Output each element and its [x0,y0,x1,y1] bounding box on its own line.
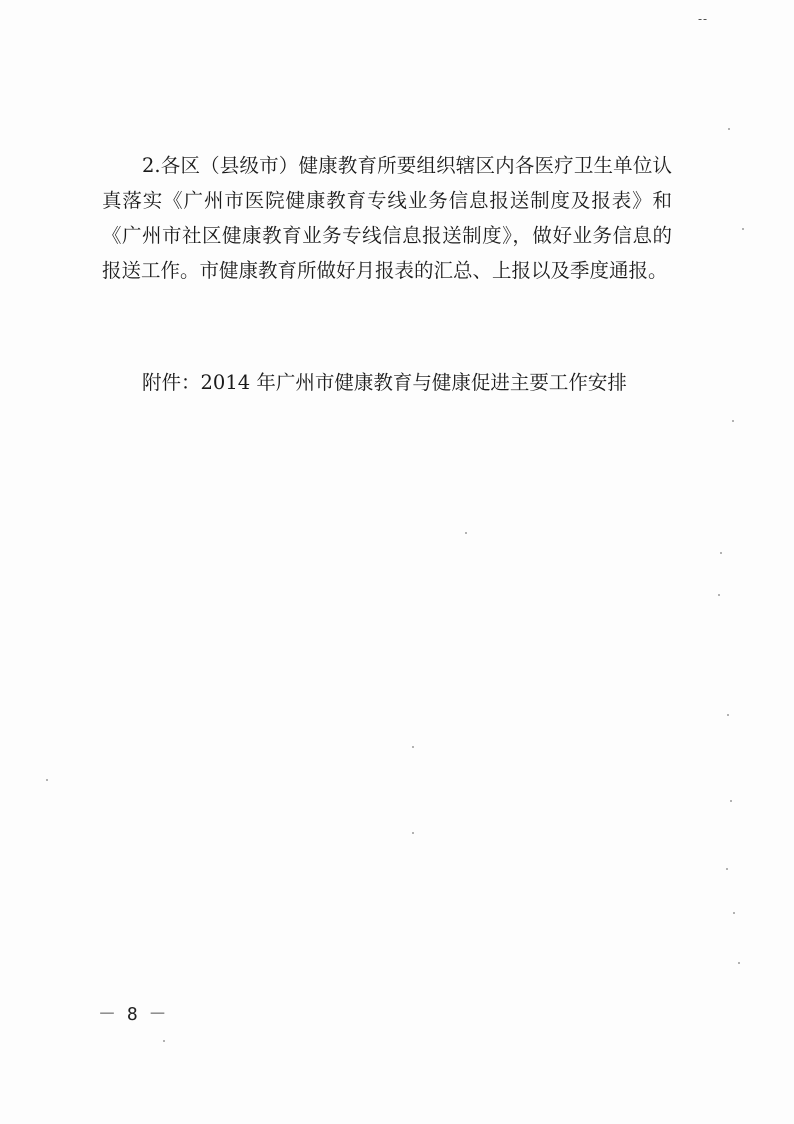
scan-speck [718,594,720,596]
scan-speck [742,228,744,230]
scan-speck [720,552,722,554]
scan-speck [412,832,414,834]
scan-speck [732,420,734,422]
scan-speck [412,746,414,748]
scan-speck [733,912,735,914]
scan-speck [726,868,728,870]
scan-speck [727,714,729,716]
page-number: － 8 － [98,1004,167,1025]
body-paragraph: 2.各区（县级市）健康教育所要组织辖区内各医疗卫生单位认真落实《广州市医院健康教育专线业务信息报送制度及报表》和《广州市社区健康教育业务专线信息报送制度》，做好业务信息的报送工作。市健康教育所做好月报表的汇总、上报以及季度通报。 [102,154,672,282]
scan-speck [728,128,730,130]
attachment-line: 附件：2014 年广州市健康教育与健康促进主要工作安排 [142,371,627,394]
scan-speck [730,800,732,802]
scan-speck [465,532,467,534]
scan-speck [46,779,48,781]
scan-speck [163,1040,165,1042]
scan-speck [738,962,740,964]
corner-mark: -- [698,12,709,26]
